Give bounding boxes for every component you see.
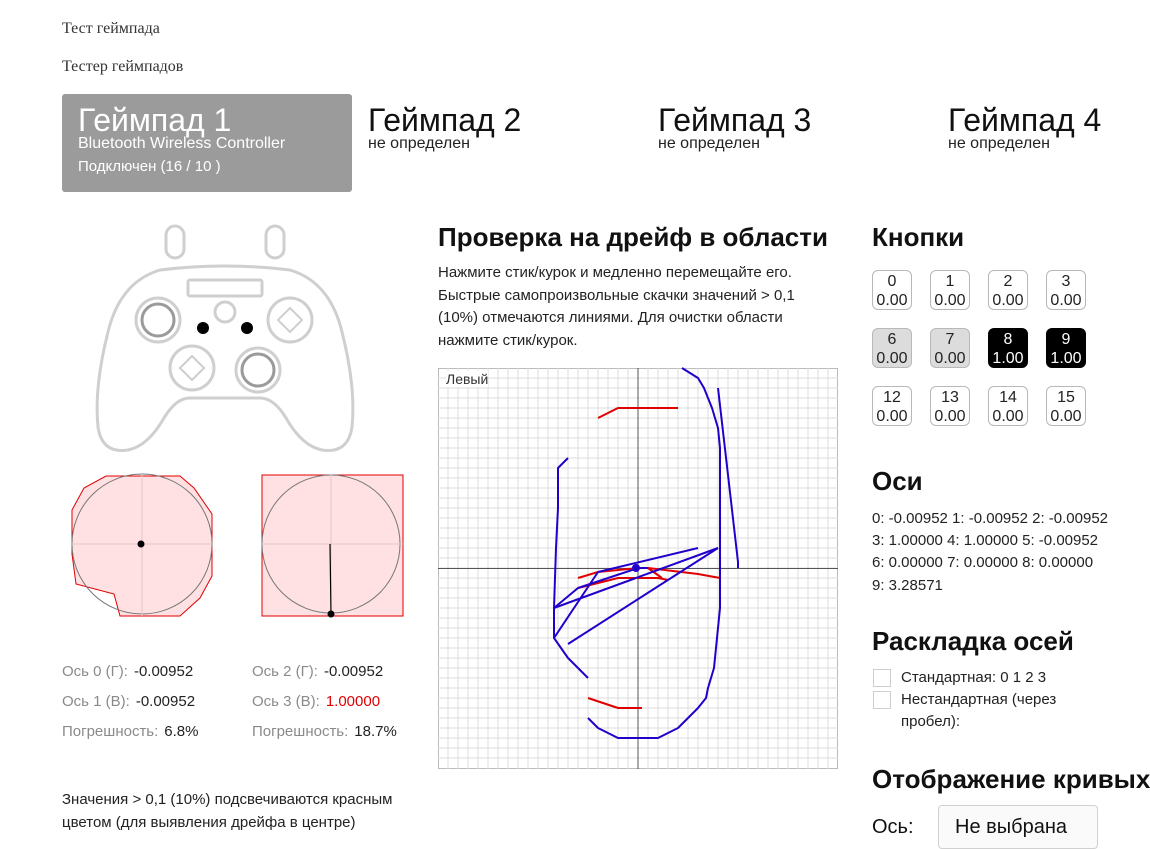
button-index: 0 (887, 273, 897, 290)
standard-mapping-label: Стандартная: 0 1 2 3 (901, 669, 1047, 686)
button-index: 2 (1003, 273, 1013, 290)
gamepad-tab-device: не определен (658, 135, 760, 152)
button-value: 0.00 (1050, 292, 1082, 309)
button-index: 15 (1057, 389, 1075, 406)
button-12 (872, 386, 912, 426)
button-value: 0.00 (934, 292, 966, 309)
drift-description: Нажмите стик/курок и медленно перемещайте его. Быстрые самопроизвольные скачки значений > 0,1 (10%) отмечаются линиями. Для очистки области нажмите стик/курок. (438, 264, 795, 349)
button-8 (988, 328, 1028, 368)
right-stick-visualizer (261, 474, 405, 618)
gamepad-tab-device: не определен (368, 135, 470, 152)
button-value: 0.00 (1050, 408, 1082, 425)
button-13 (930, 386, 970, 426)
button-index: 9 (1061, 331, 1071, 348)
axis-2-readout: Ось 2 (Г): -0.00952 (252, 663, 384, 680)
mapping-title: Раскладка осей (872, 626, 1074, 656)
axes-line: 3: 1.00000 4: 1.00000 5: -0.00952 (872, 532, 1099, 549)
drift-note: Значения > 0,1 (10%) подсвечиваются красным цветом (для выявления дрейфа в центре) (62, 791, 393, 831)
gamepad-tab-1[interactable] (62, 94, 352, 192)
gamepad-tab-title: Геймпад 4 (948, 102, 1102, 138)
gamepad-tab-4[interactable] (932, 94, 1102, 192)
display-axis-label: Ось: (872, 816, 914, 838)
button-value: 0.00 (876, 350, 908, 367)
buttons-title: Кнопки (872, 222, 965, 252)
button-6 (872, 328, 912, 368)
left-error-readout: Погрешность: 6.8% (62, 723, 199, 740)
drift-title: Проверка на дрейф в области (438, 222, 828, 252)
display-axis-select[interactable]: Не выбрана (938, 805, 1098, 849)
axis-1-readout: Ось 1 (В): -0.00952 (62, 693, 196, 710)
button-value: 0.00 (876, 408, 908, 425)
gamepad-tab-status: Подключен (16 / 10 ) (78, 158, 221, 175)
gamepad-tab-device: не определен (948, 135, 1050, 152)
axes-line: 0: -0.00952 1: -0.00952 2: -0.00952 (872, 510, 1109, 527)
button-value: 0.00 (992, 292, 1024, 309)
standard-mapping-checkbox[interactable] (873, 669, 891, 687)
button-7 (930, 328, 970, 368)
button-3 (1046, 270, 1086, 310)
breadcrumb-current: Тестер геймпадов (62, 58, 184, 75)
button-index: 1 (945, 273, 955, 290)
breadcrumb-home[interactable]: Тест геймпада (62, 20, 160, 37)
button-index: 8 (1003, 331, 1013, 348)
button-value: 1.00 (992, 350, 1024, 367)
axes-title: Оси (872, 466, 923, 496)
button-index: 7 (945, 331, 955, 348)
button-15 (1046, 386, 1086, 426)
button-value: 1.00 (1050, 350, 1082, 367)
controller-illustration (90, 222, 360, 458)
button-index: 12 (883, 389, 901, 406)
button-index: 3 (1061, 273, 1071, 290)
button-index: 14 (999, 389, 1017, 406)
axis-3-readout: Ось 3 (В): 1.00000 (252, 693, 381, 710)
gamepad-tab-3[interactable] (642, 94, 932, 192)
button-value: 0.00 (934, 350, 966, 367)
display-title: Отображение кривых (872, 764, 1150, 794)
axes-line: 6: 0.00000 7: 0.00000 8: 0.00000 (872, 554, 1094, 571)
drift-cursor (632, 564, 640, 572)
button-1 (930, 270, 970, 310)
gamepad-tab-device: Bluetooth Wireless Controller (78, 135, 286, 152)
button-9 (1046, 328, 1086, 368)
axis-0-readout: Ось 0 (Г): -0.00952 (62, 663, 194, 680)
button-value: 0.00 (934, 408, 966, 425)
drift-area[interactable] (438, 368, 838, 769)
button-index: 13 (941, 389, 959, 406)
button-value: 0.00 (876, 292, 908, 309)
right-error-readout: Погрешность: 18.7% (252, 723, 397, 740)
button-index: 6 (887, 331, 897, 348)
axes-line: 9: 3.28571 (872, 577, 943, 594)
gamepad-tab-title: Геймпад 2 (368, 102, 522, 138)
button-2 (988, 270, 1028, 310)
left-stick-visualizer (70, 474, 216, 620)
button-value: 0.00 (992, 408, 1024, 425)
gamepad-tab-2[interactable] (352, 94, 642, 192)
button-0 (872, 270, 912, 310)
gamepad-tab-title: Геймпад 1 (78, 102, 232, 138)
button-9-indicator (241, 322, 253, 334)
custom-mapping-label: Нестандартная (через пробел): (901, 691, 1057, 730)
custom-mapping-checkbox[interactable] (873, 691, 891, 709)
gamepad-tab-title: Геймпад 3 (658, 102, 812, 138)
button-14 (988, 386, 1028, 426)
button-8-indicator (197, 322, 209, 334)
drift-area-label: Левый (446, 371, 489, 387)
